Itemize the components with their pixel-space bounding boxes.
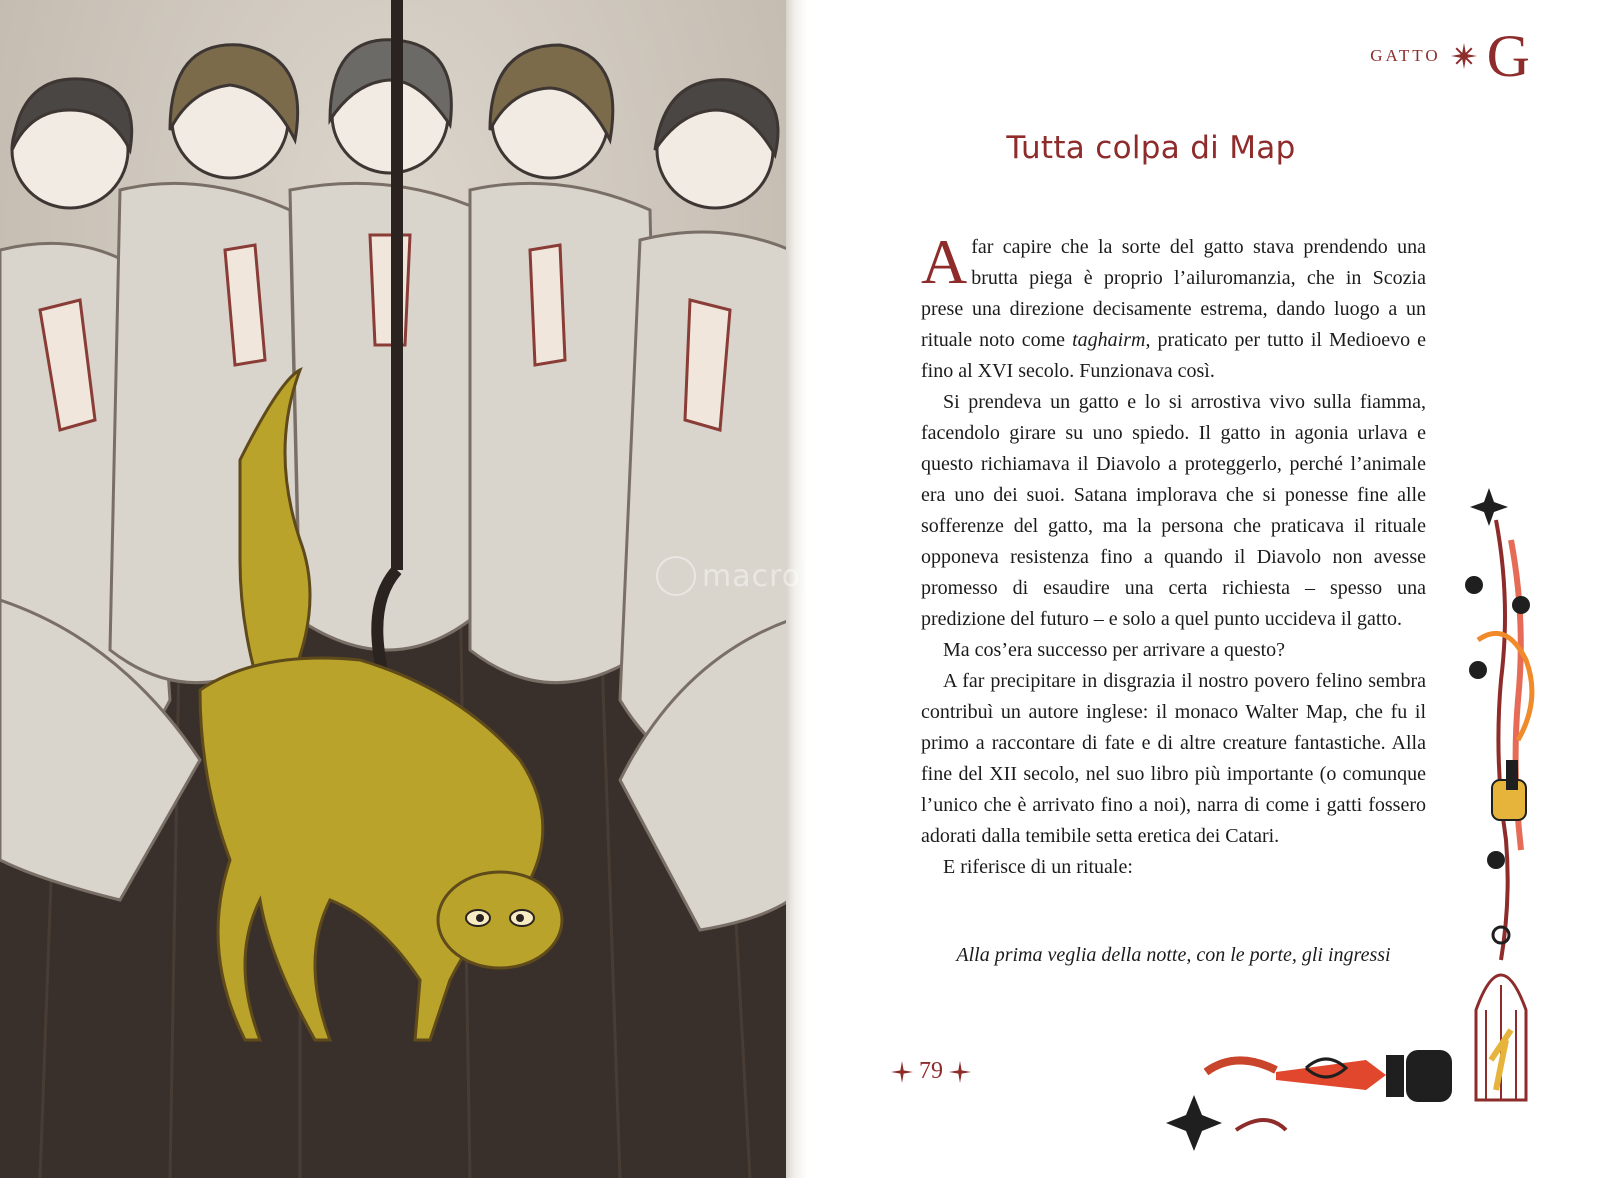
paragraph bbox=[921, 226, 1426, 387]
paragraph-text: Ma cos’era successo per arrivare a questo? bbox=[943, 639, 1286, 661]
dagger-ornament bbox=[1166, 1050, 1452, 1151]
eight-point-star-icon bbox=[891, 1061, 913, 1083]
drop-cap: A bbox=[921, 226, 968, 297]
paragraph-text: Si prendeva un gatto e lo si arrostiva vivo sulla fiamma, facendolo girare su uno spiedo. Il gatto in agonia urlava e questo richiamava il Diavolo a proteggerlo, perché l’animale era uno dei suoi. Satana implorava che si ponesse fine alle sofferenze del gatto, ma la persona che praticava il rituale opponeva resistenza fino a quando il Diavolo non avesse promesso di esaudire una certa richiesta – spesso una predizione del futuro – e solo a quel punto uccideva il gatto. bbox=[921, 391, 1426, 630]
quoted-passage: Alla prima veglia della notte, con le porte, gli ingressi bbox=[956, 944, 1391, 966]
eight-point-star-icon bbox=[1451, 43, 1477, 69]
paragraph bbox=[921, 852, 1426, 883]
italic-term: taghairm bbox=[1072, 329, 1146, 351]
watermark bbox=[656, 556, 912, 596]
chapter-body bbox=[921, 226, 1426, 883]
hand-holding-icon bbox=[1492, 760, 1526, 820]
running-head-section: GATTO bbox=[1370, 46, 1441, 65]
running-head-letter: G bbox=[1486, 23, 1530, 89]
text-page bbox=[806, 0, 1600, 1178]
paragraph-text: E riferisce di un rituale: bbox=[943, 856, 1133, 878]
watermark-text: macrolibrarsi bbox=[702, 558, 912, 594]
paragraph bbox=[921, 666, 1426, 852]
star-icon bbox=[1465, 488, 1530, 869]
paragraph bbox=[921, 387, 1426, 635]
birdcage-icon bbox=[1476, 927, 1526, 1100]
watermark-logo-icon bbox=[656, 556, 696, 596]
paragraph-text: A far precipitare in disgrazia il nostro povero felino sembra contribuì un autore inglese: il monaco Walter Map, che fu il primo a raccontare di fate e di altre creature fantastiche. Alla fine del XII secolo, nel suo libro più importante (o comunque l’unico che è arrivato fino a noi), narra di come i gatti fossero adorati dalla temibile setta eretica dei Catari. bbox=[921, 670, 1426, 847]
page-number-value: 79 bbox=[919, 1058, 943, 1084]
page-number bbox=[891, 1058, 971, 1085]
paragraph bbox=[921, 635, 1426, 666]
eight-point-star-icon bbox=[949, 1061, 971, 1083]
chapter-title: Tutta colpa di Map bbox=[1006, 130, 1296, 166]
running-head bbox=[1370, 23, 1530, 89]
vine-ornament bbox=[1478, 520, 1532, 960]
paragraph-text: far capire che la sorte del gatto stava prendendo una brutta piega è proprio l’ailuromanzia, che in Scozia prese una direzione decisamente estrema, dando luogo a un rituale noto come taghairm, praticato per tutto il Medioevo e fino al XVI secolo. Funzionava così. bbox=[921, 236, 1426, 382]
